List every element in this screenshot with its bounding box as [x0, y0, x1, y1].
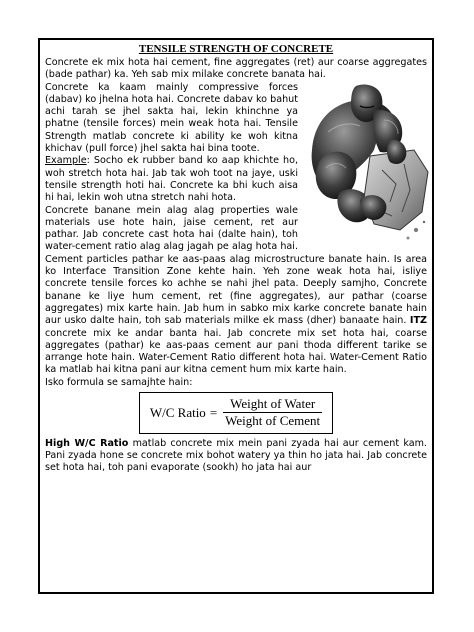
high-wc-ratio-text: matlab concrete mix mein pani zyada hai aur cement kam. Pani zyada hone se concrete mix bohot watery ya thin ho jata hai. Jab concrete set hota hai, toh pani evaporate (sookh) ho jata hai aur	[45, 437, 427, 474]
paragraph-itz-part-a: Concrete banane mein alag alag properties wale materials use hote hain, jaise cement, ret aur pathar. Jab concrete cast hota hai (dalte hain), toh water-cement ratio alag alag jagah pe alag hota hai. Cement particles pathar ke aas-paas alag microstructure banate hain. Is area ko Interface Transition Zone kehte hain. Yeh zone weak hota hai, isliye concrete tensile forces ko achhe se nahi jhel pata. Deeply samjho, Concrete banane ke liye hum cement, ret (fine aggregates), aur pathar (coarse aggregates) mix karte hain. Jab hum in sabko mix karke concrete banate hain aur usko dalte hain, toh sab materials milke ek mass (dher) banaate hain.	[45, 204, 427, 327]
high-wc-ratio-paragraph	[45, 438, 427, 475]
example-text: : Socho ek rubber band ko aap khichte ho, woh stretch hota hai. Jab tak woh toot na jaye, uski tensile strength hoti hai. Concrete ka bhi kuch aisa hi hai, lekin woh utna stretch nahi hota.	[45, 155, 298, 204]
formula-intro: Isko formula se samajhte hain:	[45, 376, 193, 388]
formula-numerator: Weight of Water	[223, 398, 322, 413]
paragraph-itz-part-b: concrete mix ke andar banta hai. Jab concrete mix set hota hai, coarse aggregates (pathar) ke aas-paas cement aur pani thoda different tarike se arrange hote hain. Water-Cement Ratio different hota hai. Water-Cement Ratio ka matlab hai kitna pani aur kitna cement hum mix karte hain.	[45, 327, 427, 376]
formula-fraction	[223, 398, 322, 428]
intro-paragraph: Concrete ek mix hota hai cement, fine aggregates (ret) aur coarse aggregates (bade pathar) ka. Yeh sab mix milake concrete banata hai.	[45, 57, 427, 81]
formula-container	[45, 392, 427, 434]
formula-lhs: W/C Ratio	[149, 404, 206, 420]
paragraph-compressive-tensile: Concrete ka kaam mainly compressive forces (dabav) ko jhelna hota hai. Concrete dabav ko bahut achi tarah se jhel sakta hai, lekin khinchne ya phatne (tensile forces) mein weak hota hai. Tensile Strength matlab concrete ki ability ke woh kitna khichav (pull force) jhel sakta hai bina toote.	[45, 81, 298, 155]
muscular-man-lifting-concrete-illustration	[304, 80, 430, 248]
document-page	[38, 38, 434, 594]
example-label: Example	[45, 155, 87, 167]
high-wc-ratio-label: High W/C Ratio	[45, 437, 129, 449]
document-title: TENSILE STRENGTH OF CONCRETE	[138, 43, 334, 55]
formula-equals: =	[209, 404, 218, 420]
itz-term: ITZ	[409, 315, 427, 327]
formula-denominator: Weight of Cement	[225, 413, 321, 429]
wc-ratio-formula	[139, 392, 333, 434]
